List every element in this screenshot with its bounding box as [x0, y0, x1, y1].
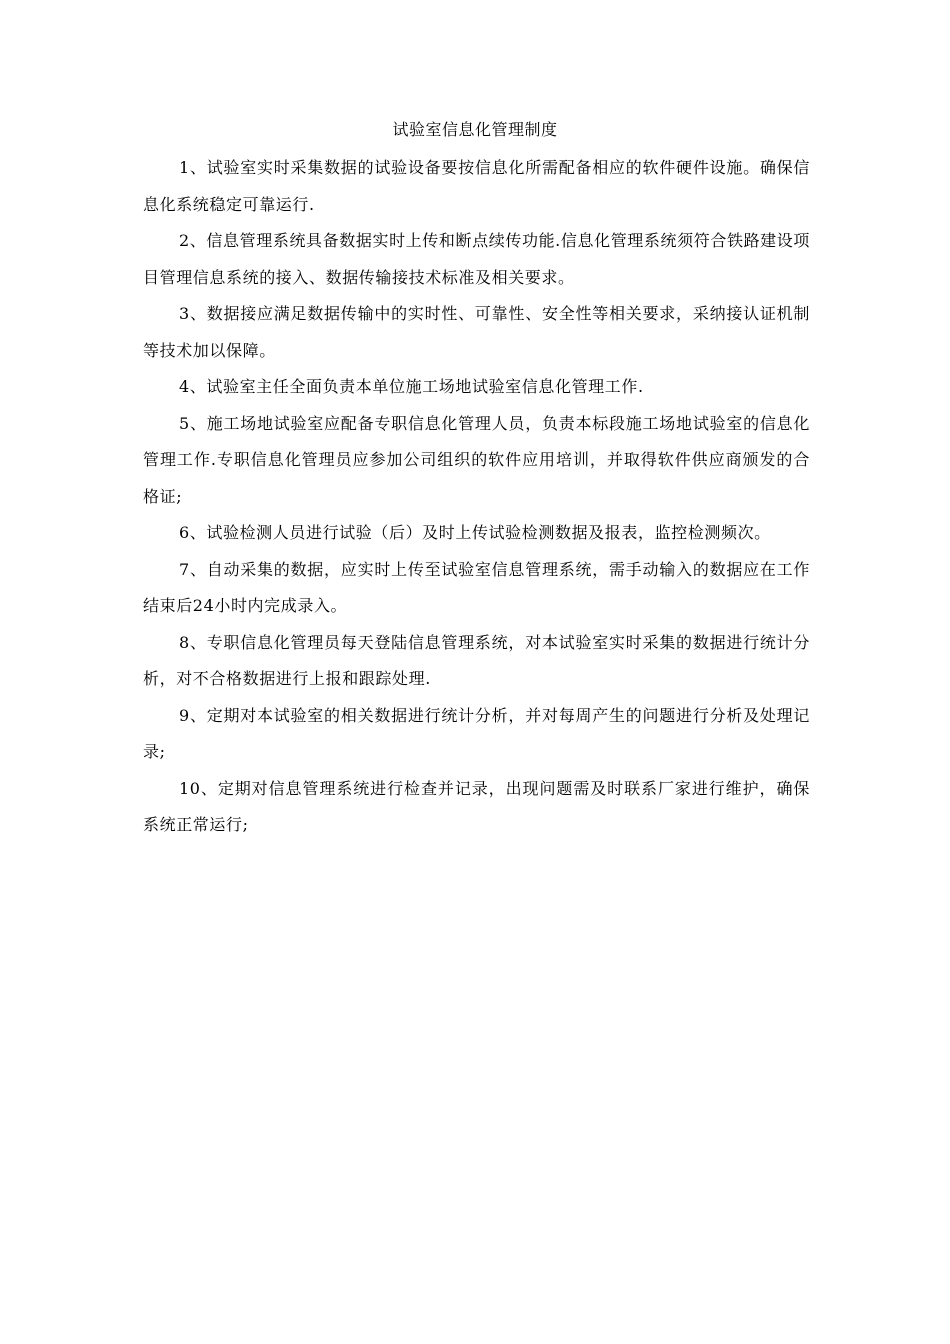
paragraph-6: 6、试验检测人员进行试验（后）及时上传试验检测数据及报表，监控检测频次。 [179, 523, 771, 542]
paragraph-7: 7、自动采集的数据，应实时上传至试验室信息管理系统，需手动输入的数据应在工作结束后24小时内完成录入。 [143, 559, 810, 615]
paragraph-9: 9、定期对本试验室的相关数据进行统计分析，并对每周产生的问题进行分析及处理记录; [143, 705, 810, 761]
paragraph-8: 8、专职信息化管理员每天登陆信息管理系统，对本试验室实时采集的数据进行统计分析，对不合格数据进行上报和跟踪处理. [143, 632, 810, 688]
paragraph-5: 5、施工场地试验室应配备专职信息化管理人员，负责本标段施工场地试验室的信息化管理工作.专职信息化管理员应参加公司组织的软件应用培训，并取得软件供应商颁发的合格证; [143, 413, 810, 506]
document-title: 试验室信息化管理制度 [392, 120, 558, 139]
paragraph-10: 10、定期对信息管理系统进行检查并记录，出现问题需及时联系厂家进行维护，确保系统正常运行; [143, 778, 810, 834]
paragraph-3: 3、数据接应满足数据传输中的实时性、可靠性、安全性等相关要求，采纳接认证机制等技术加以保障。 [143, 304, 810, 360]
paragraph-4: 4、试验室主任全面负责本单位施工场地试验室信息化管理工作. [179, 377, 644, 396]
paragraph-1: 1、试验室实时采集数据的试验设备要按信息化所需配备相应的软件硬件设施。确保信息化系统稳定可靠运行. [143, 158, 810, 214]
paragraph-2: 2、信息管理系统具备数据实时上传和断点续传功能.信息化管理系统须符合铁路建设项目管理信息系统的接入、数据传输接技术标准及相关要求。 [143, 231, 810, 287]
document-body [143, 150, 810, 844]
